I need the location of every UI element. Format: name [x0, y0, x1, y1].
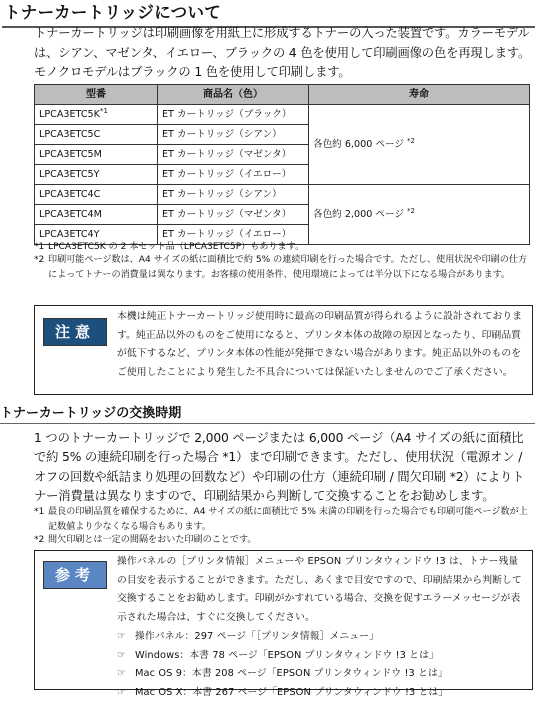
pointer-hand-icon: ☞ — [117, 668, 126, 680]
name-cell: ET カートリッジ（ブラック） — [158, 105, 309, 125]
reference-text: 操作パネルの［プリンタ情報］メニューや EPSON プリンタウィンドウ !3 は、トナー残量の目安を表示することができます。ただし、あくまで目安ですので、印刷結果から判断して交換することをお勧めします。印刷がかすれている場合、交換を促すエラーメッセージが表示された場合は、すぐに交換してください。 — [117, 556, 522, 624]
model-cell: LPCA3ETC4M — [35, 205, 158, 225]
name-cell: ET カートリッジ（イエロー） — [158, 225, 309, 245]
model-cell: LPCA3ETC4Y — [35, 225, 158, 245]
reference-link[interactable]: ☞ Windows：本書 78 ページ「EPSON プリンタウィンドウ !3 とは」 — [117, 647, 526, 666]
footnote-mark: *2 — [34, 255, 45, 265]
footnote-text: 最良の印刷品質を確保するために、A4 サイズの紙に面積比で 5% 未満の印刷を行った場合でも印刷可能ページ数が上記数値より少なくなる場合もあります。 — [48, 507, 528, 532]
name-cell: ET カートリッジ（マゼンタ） — [158, 145, 309, 165]
caution-text: 本機は純正トナーカートリッジ使用時に最高の印刷品質が得られるように設計されております。純正品以外のものをご使用になると、プリンタ本体の故障の原因となったり、印刷品質が低下するなど、プリンタ本体の性能が発揮できない場合があります。純正品以外のものをご使用したことにより発生した不具合については保証いたしませんのでご了承ください。 — [117, 311, 523, 379]
footnote-text: 間欠印刷とは一定の間隔をおいた印刷のことです。 — [48, 535, 257, 545]
footnote — [34, 505, 532, 534]
page-title: トナーカートリッジについて — [4, 3, 222, 22]
name-cell: ET カートリッジ（イエロー） — [158, 165, 309, 185]
reference-box — [34, 550, 533, 698]
model-cell: LPCA3ETC4C — [35, 185, 158, 205]
life-cell-6000: 各色約 6,000 ページ $^{*2}$ — [309, 105, 530, 185]
reference-badge: 参考 — [43, 561, 107, 589]
footnote-text: 印刷可能ページ数は、A4 サイズの紙に面積比で約 5% の連続印刷を行った場合です。ただし、使用状況や印刷の仕方によってトナーの消費量は異なります。お客様の使用条件、使用環境によっては半分以下になる場合があります。 — [48, 255, 528, 280]
name-cell: ET カートリッジ（シアン） — [158, 125, 309, 145]
footnote-text: LPCA3ETC5K の 2 本セット品（LPCA3ETC5P）もあります。 — [48, 242, 305, 252]
footnote-mark: *1 — [34, 507, 45, 517]
model-cell: LPCA3ETC5C — [35, 125, 158, 145]
section-paragraph: 1 つのトナーカートリッジで 2,000 ページまたは 6,000 ページ（A4 サイズの紙に面積比で約 5% の連続印刷を行った場合 *1）まで印刷できます。ただし、使用状況（電源オン / オフの回数や紙詰まり処理の回数など）や印刷の仕方（連続印刷 / 間欠印刷 *2）によりトナー消費量は異なりますので、印刷結果から判断して交換することをお勧めします。 — [34, 431, 525, 503]
section-rule — [0, 423, 535, 424]
footnote — [34, 533, 532, 548]
footnote-mark: *2 — [34, 535, 45, 545]
name-cell: ET カートリッジ（マゼンタ） — [158, 205, 309, 225]
table-header-row — [35, 85, 530, 105]
table-header-model: 型番 — [35, 85, 158, 105]
footnote-mark: *1 — [34, 242, 45, 252]
table-header-life: 寿命 — [309, 85, 530, 105]
reference-link[interactable]: ☞ 操作パネル：297 ページ「［プリンタ情報］メニュー」 — [117, 628, 526, 647]
section-title: トナーカートリッジの交換時期 — [0, 406, 182, 421]
reference-link[interactable]: ☞ Mac OS X：本書 267 ページ「EPSON プリンタウィンドウ !3 とは」 — [117, 684, 526, 703]
pointer-hand-icon: ☞ — [117, 649, 126, 661]
table-row — [35, 185, 530, 205]
footnote — [34, 253, 532, 282]
life-cell-2000: 各色約 2,000 ページ $^{*2}$ — [309, 185, 530, 245]
table-row — [35, 105, 530, 125]
model-cell: LPCA3ETC5M — [35, 145, 158, 165]
model-cell: $LPCA3ETC5K^{*1}$ — [35, 105, 158, 125]
cartridge-table — [34, 84, 530, 245]
model-cell: LPCA3ETC5Y — [35, 165, 158, 185]
pointer-hand-icon: ☞ — [117, 630, 126, 642]
reference-content — [117, 553, 526, 703]
caution-badge: 注意 — [43, 318, 107, 346]
caution-box — [34, 305, 533, 395]
reference-link[interactable]: ☞ Mac OS 9：本書 208 ページ「EPSON プリンタウィンドウ !3 とは」 — [117, 665, 526, 684]
name-cell: ET カートリッジ（シアン） — [158, 185, 309, 205]
intro-paragraph: トナーカートリッジは印刷画像を用紙上に形成するトナーの入った装置です。カラーモデルは、シアン、マゼンタ、イエロー、ブラックの 4 色を使用して印刷画像の色を再現します。モノクロモデルはブラックの 1 色を使用して印刷します。 — [34, 26, 531, 79]
table-header-name: 商品名（色） — [158, 85, 309, 105]
pointer-hand-icon: ☞ — [117, 686, 126, 698]
